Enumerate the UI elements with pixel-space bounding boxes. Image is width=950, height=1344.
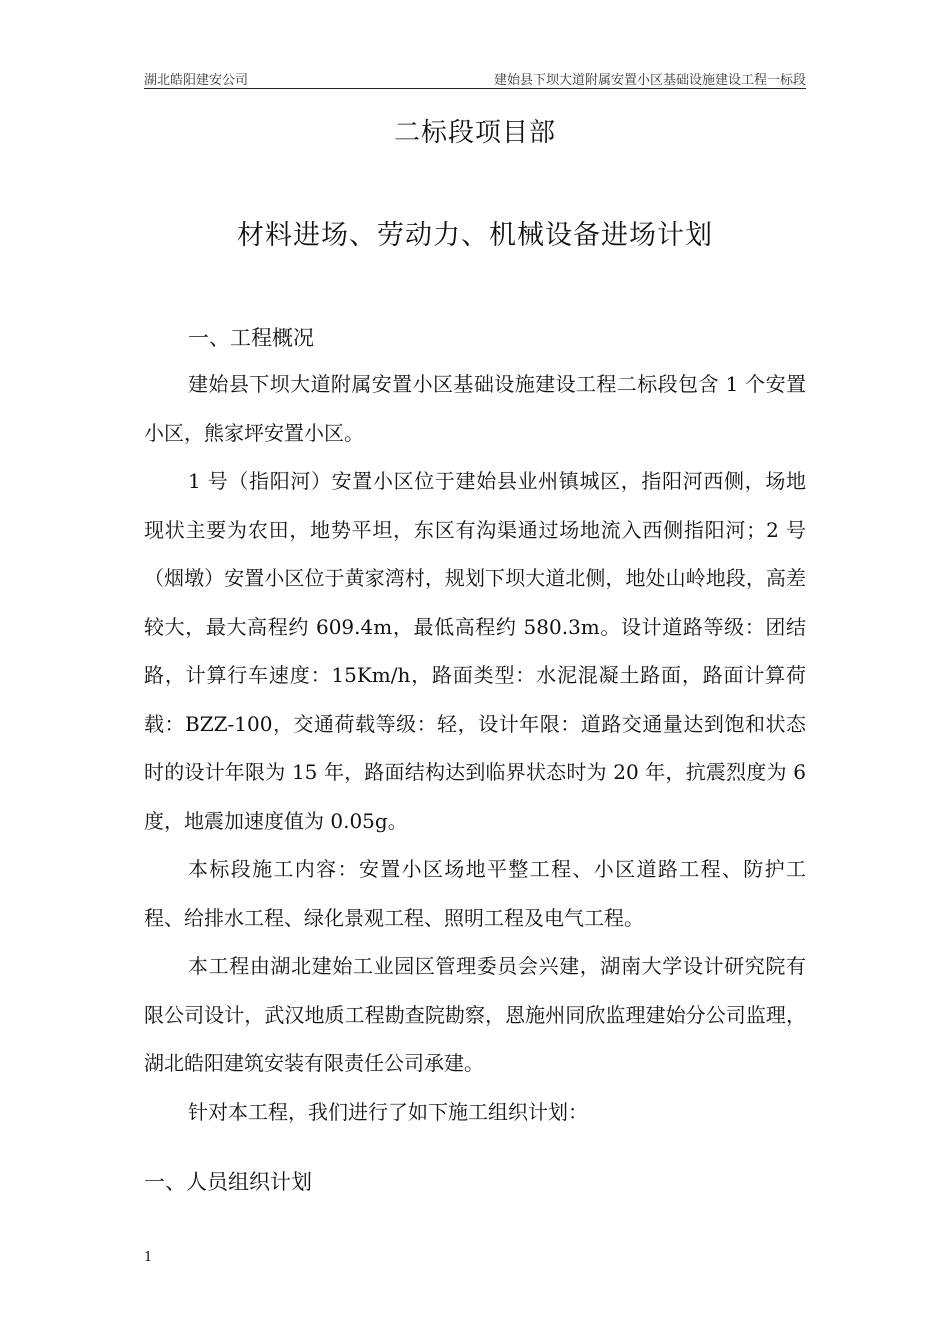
page-header [144, 68, 806, 89]
paragraph-3: 本标段施工内容：安置小区场地平整工程、小区道路工程、防护工程、给排水工程、绿化景观工程、照明工程及电气工程。 [144, 857, 806, 930]
paragraph-1: 建始县下坝大道附属安置小区基础设施建设工程二标段包含 1 个安置小区，熊家坪安置小区。 [144, 372, 806, 445]
header-project: 建始县下坝大道附属安置小区基础设施建设工程一标段 [493, 73, 806, 88]
section-heading-overview: 一、工程概况 [188, 326, 314, 350]
page-number: 1 [144, 1250, 153, 1265]
document-subtitle: 材料进场、劳动力、机械设备进场计划 [237, 220, 713, 251]
body-text [144, 360, 806, 1136]
paragraph-2: 1 号（指阳河）安置小区位于建始县业州镇城区，指阳河西侧，场地现状主要为农田，地势平坦，东区有沟渠通过场地流入西侧指阳河；2 号（烟墩）安置小区位于黄家湾村，规划下坝大道北侧，地处山岭地段，高差较大，最大高程约 609.4m，最低高程约 580.3m。设计道路等级：团结路，计算行车速度：15Km/h，路面类型：水泥混凝土路面，路面计算荷载：BZZ-100，交通荷载等级：轻，设计年限：道路交通量达到饱和状态时的设计年限为 15 年，路面结构达到临界状态时为 20 年，抗震烈度为 6 度，地震加速度值为 0.05g。 [144, 469, 806, 833]
document-title: 二标段项目部 [393, 118, 556, 148]
paragraph-5: 针对本工程，我们进行了如下施工组织计划： [188, 1099, 588, 1124]
header-company: 湖北皓阳建安公司 [144, 73, 249, 88]
paragraph-4: 本工程由湖北建始工业园区管理委员会兴建，湖南大学设计研究院有限公司设计，武汉地质工程勘查院勘察，恩施州同欣监理建始分公司监理，湖北皓阳建筑安装有限责任公司承建。 [144, 954, 806, 1075]
section-heading-personnel: 一、人员组织计划 [144, 1170, 312, 1194]
